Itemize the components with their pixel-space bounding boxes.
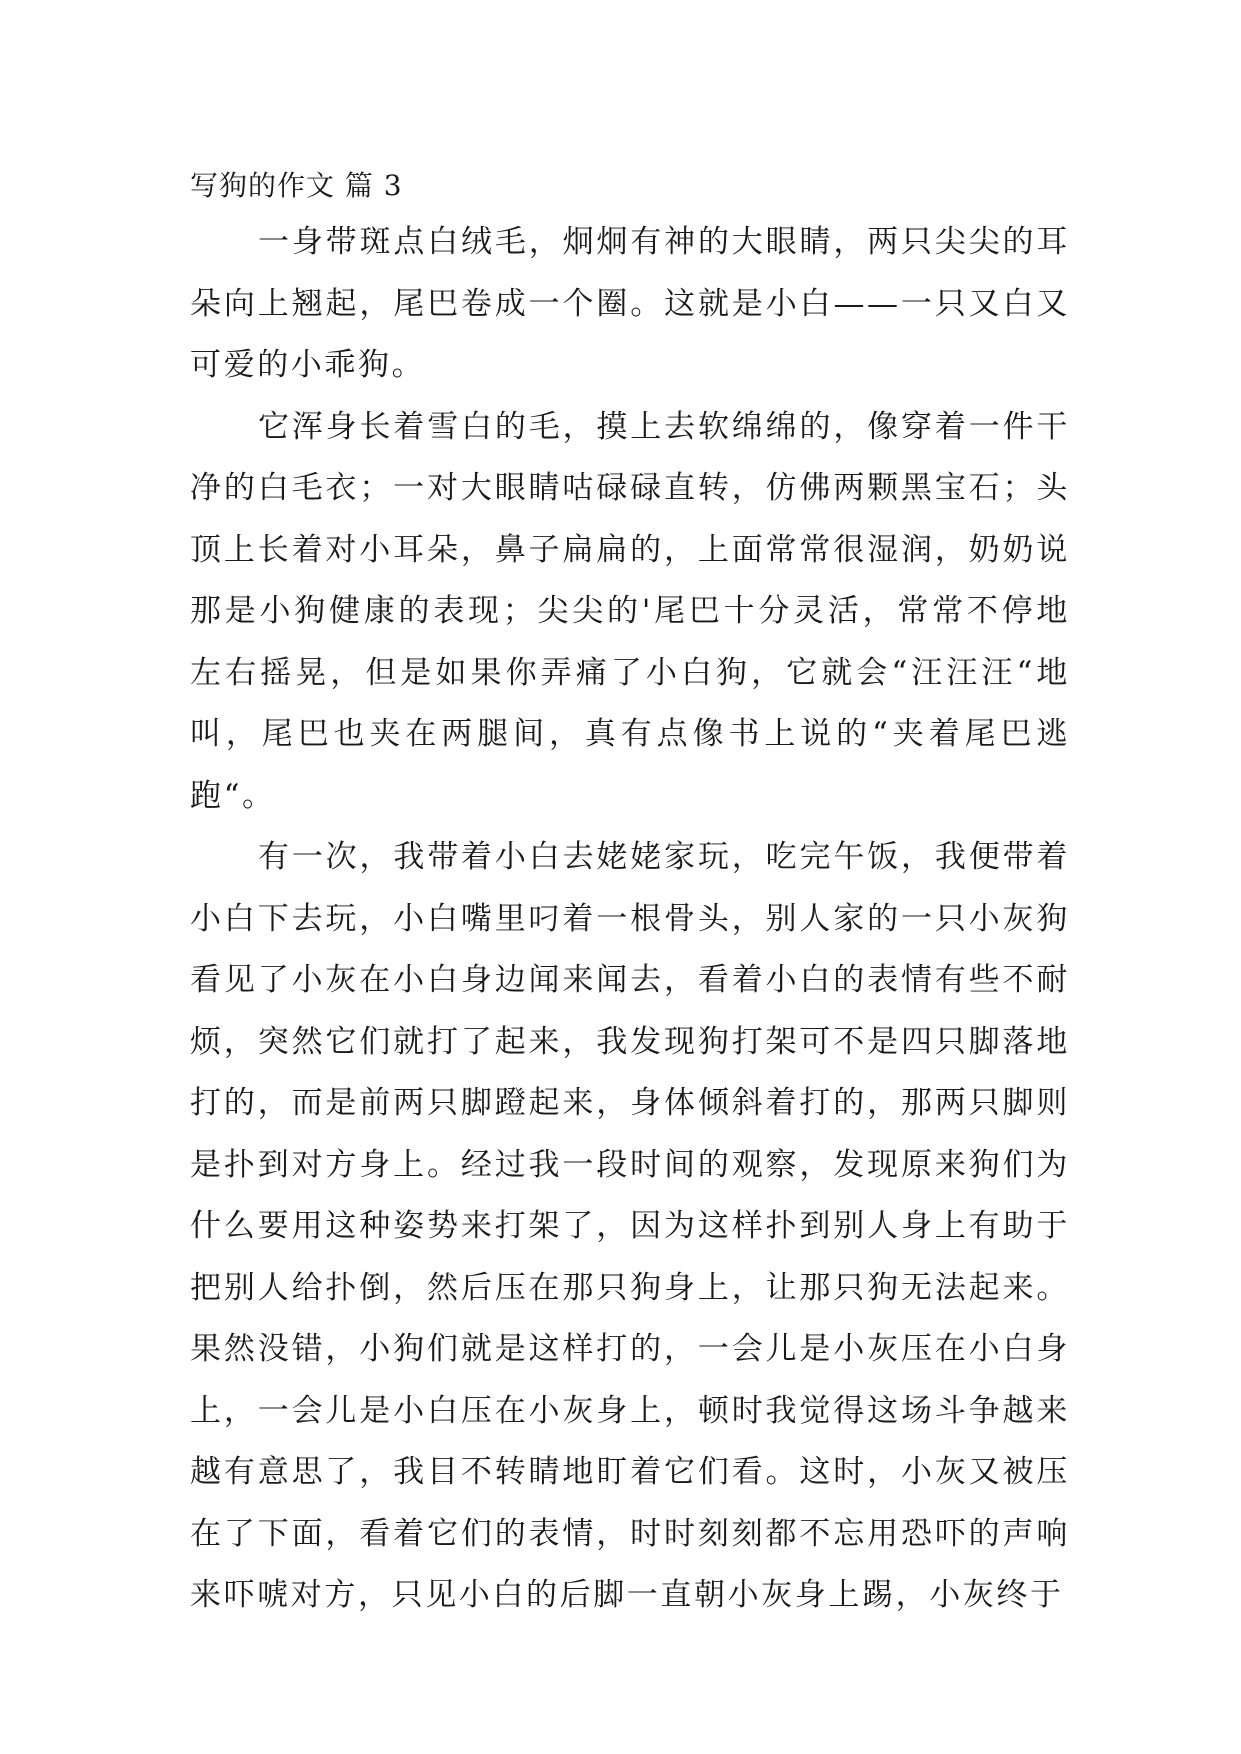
document-title: 写狗的作文 篇 3 bbox=[190, 169, 403, 202]
document-body bbox=[190, 160, 1070, 1627]
paragraph-story: 有一次，我带着小白去姥姥家玩，吃完午饭，我便带着小白下去玩，小白嘴里叼着一根骨头，别人家的一只小灰狗看见了小灰在小白身边闻来闻去，看着小白的表情有些不耐烦，突然它们就打了起来，我发现狗打架可不是四只脚落地打的，而是前两只脚蹬起来，身体倾斜着打的，那两只脚则是扑到对方身上。经过我一段时间的观察，发现原来狗们为什么要用这种姿势来打架了，因为这样扑到别人身上有助于把别人给扑倒，然后压在那只狗身上，让那只狗无法起来。果然没错，小狗们就是这样打的，一会儿是小灰压在小白身上，一会儿是小白压在小灰身上，顿时我觉得这场斗争越来越有意思了，我目不转睛地盯着它们看。这时，小灰又被压在了下面，看着它们的表情，时时刻刻都不忘用恐吓的声响来吓唬对方，只见小白的后脚一直朝小灰身上踢，小灰终于 bbox=[190, 839, 1070, 1613]
paragraph-intro: 一身带斑点白绒毛，炯炯有神的大眼睛，两只尖尖的耳朵向上翘起，尾巴卷成一个圈。这就是小白——一只又白又可爱的小乖狗。 bbox=[190, 224, 1070, 383]
paragraph-appearance: 它浑身长着雪白的毛，摸上去软绵绵的，像穿着一件干净的白毛衣；一对大眼睛咕碌碌直转，仿佛两颗黑宝石；头顶上长着对小耳朵，鼻子扁扁的，上面常常很湿润，奶奶说那是小狗健康的表现；尖尖的'尾巴十分灵活，常常不停地左右摇晃，但是如果你弄痛了小白狗，它就会“汪汪汪“地叫，尾巴也夹在两腿间，真有点像书上说的“夹着尾巴逃跑“。 bbox=[190, 408, 1070, 814]
